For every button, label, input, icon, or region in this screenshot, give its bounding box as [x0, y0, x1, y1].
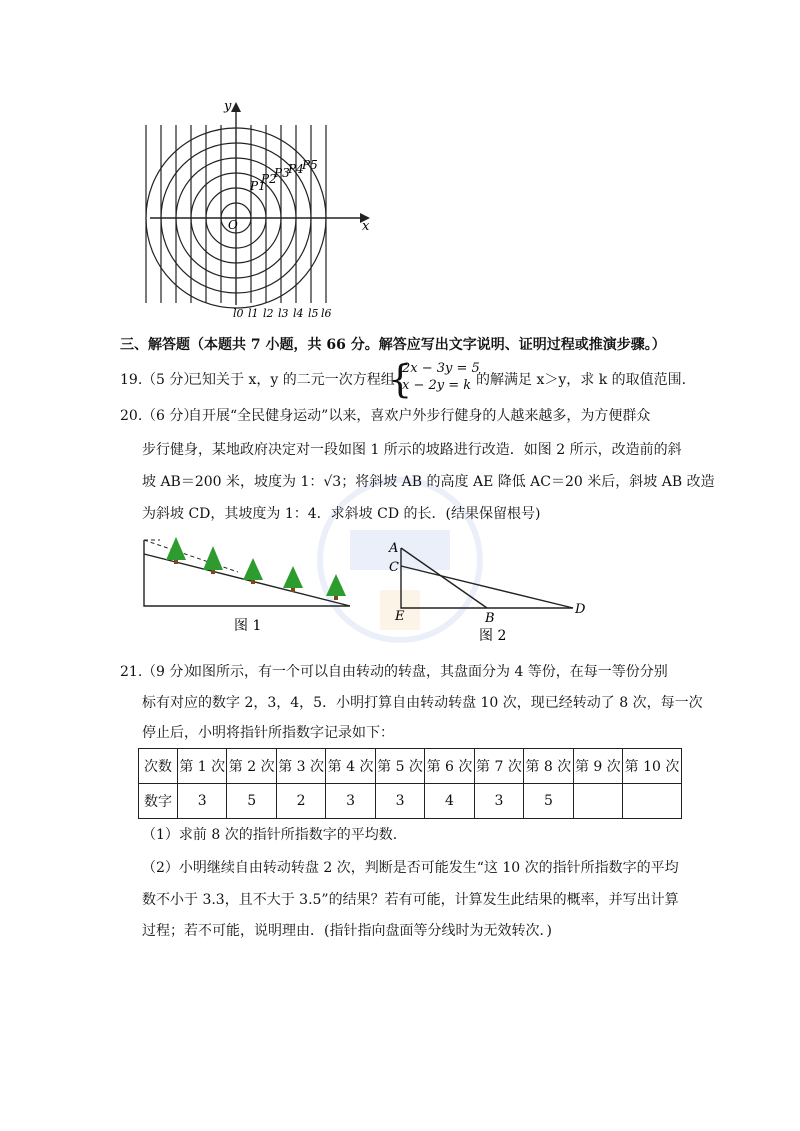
table-cell: [623, 784, 682, 819]
fig2-label-c: C: [389, 560, 399, 575]
y-axis-arrow: [231, 102, 241, 112]
fig2-label-d: D: [575, 602, 586, 617]
q21-sub2-line2: 数不小于 3.3，且不大于 3.5”的结果？若有可能，计算发生此结果的概率，并写出计算: [142, 892, 679, 908]
q19-eq1: 2x − 3y = 5: [402, 361, 480, 376]
fig2-label-a: A: [389, 541, 399, 556]
q21-sub2-line1: （2）小明继续自由转动转盘 2 次，判断是否可能发生“这 10 次的指针所指数字的平均: [142, 860, 679, 876]
table-cell: 第 8 次: [524, 749, 573, 784]
table-cell: 3: [178, 784, 227, 819]
q19-brace: {: [388, 357, 413, 401]
line-l3-label: l3: [278, 307, 289, 320]
x-axis-label: x: [362, 219, 370, 234]
table-cell: 5: [227, 784, 276, 819]
line-l0-label: l0: [233, 307, 244, 320]
q19-number: 19.: [120, 372, 143, 388]
line-l6-label: l6: [321, 307, 332, 320]
table-cell: [573, 784, 622, 819]
q20-score: （6 分）: [142, 408, 198, 424]
table-cell: 4: [425, 784, 474, 819]
q21-line1: 如图所示，有一个可以自由转动的转盘，其盘面分为 4 等份，在每一等份分别: [188, 664, 668, 680]
line-l5-label: l5: [308, 307, 319, 320]
table-cell: 第 10 次: [623, 749, 682, 784]
line-l1-label: l1: [248, 307, 259, 320]
q21-line3: 停止后，小明将指针所指数字记录如下：: [142, 725, 394, 741]
table-cell: 第 9 次: [573, 749, 622, 784]
section3-heading: 三、解答题（本题共 7 小题，共 66 分。解答应写出文字说明、证明过程或推演步骤。）: [120, 337, 666, 353]
table-cell: 2: [276, 784, 325, 819]
table-cell: 第 4 次: [326, 749, 375, 784]
q20-line2: 步行健身，某地政府决定对一段如图 1 所示的坡路进行改造．如图 2 所示，改造前的斜: [142, 442, 682, 458]
table-cell: 第 2 次: [227, 749, 276, 784]
q21-sub2-line3: 过程；若不可能，说明理由．(指针指向盘面等分线时为无效转次．): [142, 923, 552, 939]
line-l2-label: l2: [263, 307, 274, 320]
q20-number: 20.: [120, 408, 143, 424]
point-p5-label: P5: [302, 158, 318, 172]
table-cell: 第 5 次: [375, 749, 424, 784]
origin-label: O: [228, 218, 238, 232]
q21-score: （9 分）: [142, 664, 198, 680]
table-cell: 第 1 次: [178, 749, 227, 784]
q19-score: （5 分）: [142, 372, 198, 388]
tree-icons: [166, 537, 346, 600]
table-cell: 3: [326, 784, 375, 819]
table-cell: 次数: [139, 749, 178, 784]
fig2-label-b: B: [485, 611, 495, 626]
q21-line2: 标有对应的数字 2，3，4，5．小明打算自由转动转盘 10 次，现已经转动了 8 次，每一次: [142, 695, 703, 711]
point-p2-label: P2: [261, 172, 277, 186]
table-row: [139, 784, 682, 819]
line-l4-label: l4: [293, 307, 304, 320]
q20-line1: 自开展“全民健身运动”以来，喜欢户外步行健身的人越来越多，为方便群众: [188, 408, 651, 424]
table-cell: 第 3 次: [276, 749, 325, 784]
q20-figure1: [138, 532, 358, 642]
q20-figure2: [385, 540, 595, 645]
q19-text-after: 的解满足 x＞y，求 k 的取值范围.: [476, 372, 687, 388]
fig1-caption: 图 1: [234, 618, 262, 634]
table-cell: 第 6 次: [425, 749, 474, 784]
q21-number: 21.: [120, 664, 143, 680]
y-axis-label: y: [224, 99, 232, 114]
table-cell: 5: [524, 784, 573, 819]
q20-line3: 坡 AB＝200 米，坡度为 1：√3；将斜坡 AB 的高度 AE 降低 AC＝20 米后，斜坡 AB 改造: [142, 474, 715, 490]
q19-eq2: x − 2y = k: [402, 378, 472, 393]
table-cell: 第 7 次: [474, 749, 523, 784]
table-row: [139, 749, 682, 784]
q21-record-table: [138, 748, 682, 819]
point-p1-label: P1: [250, 179, 266, 193]
fig2-caption: 图 2: [479, 628, 507, 644]
point-p3-label: P3: [274, 166, 290, 180]
table-cell: 3: [474, 784, 523, 819]
q21-sub1: （1）求前 8 次的指针所指数字的平均数.: [142, 827, 398, 843]
fig2-label-e: E: [395, 609, 405, 624]
table-cell: 3: [375, 784, 424, 819]
q19-text-before: 已知关于 x，y 的二元一次方程组: [188, 372, 395, 388]
figure-circles-lines: [140, 95, 380, 325]
point-p4-label: P4: [288, 162, 304, 176]
table-cell: 数字: [139, 784, 178, 819]
q20-line4: 为斜坡 CD，其坡度为 1：4．求斜坡 CD 的长．(结果保留根号): [142, 506, 541, 522]
